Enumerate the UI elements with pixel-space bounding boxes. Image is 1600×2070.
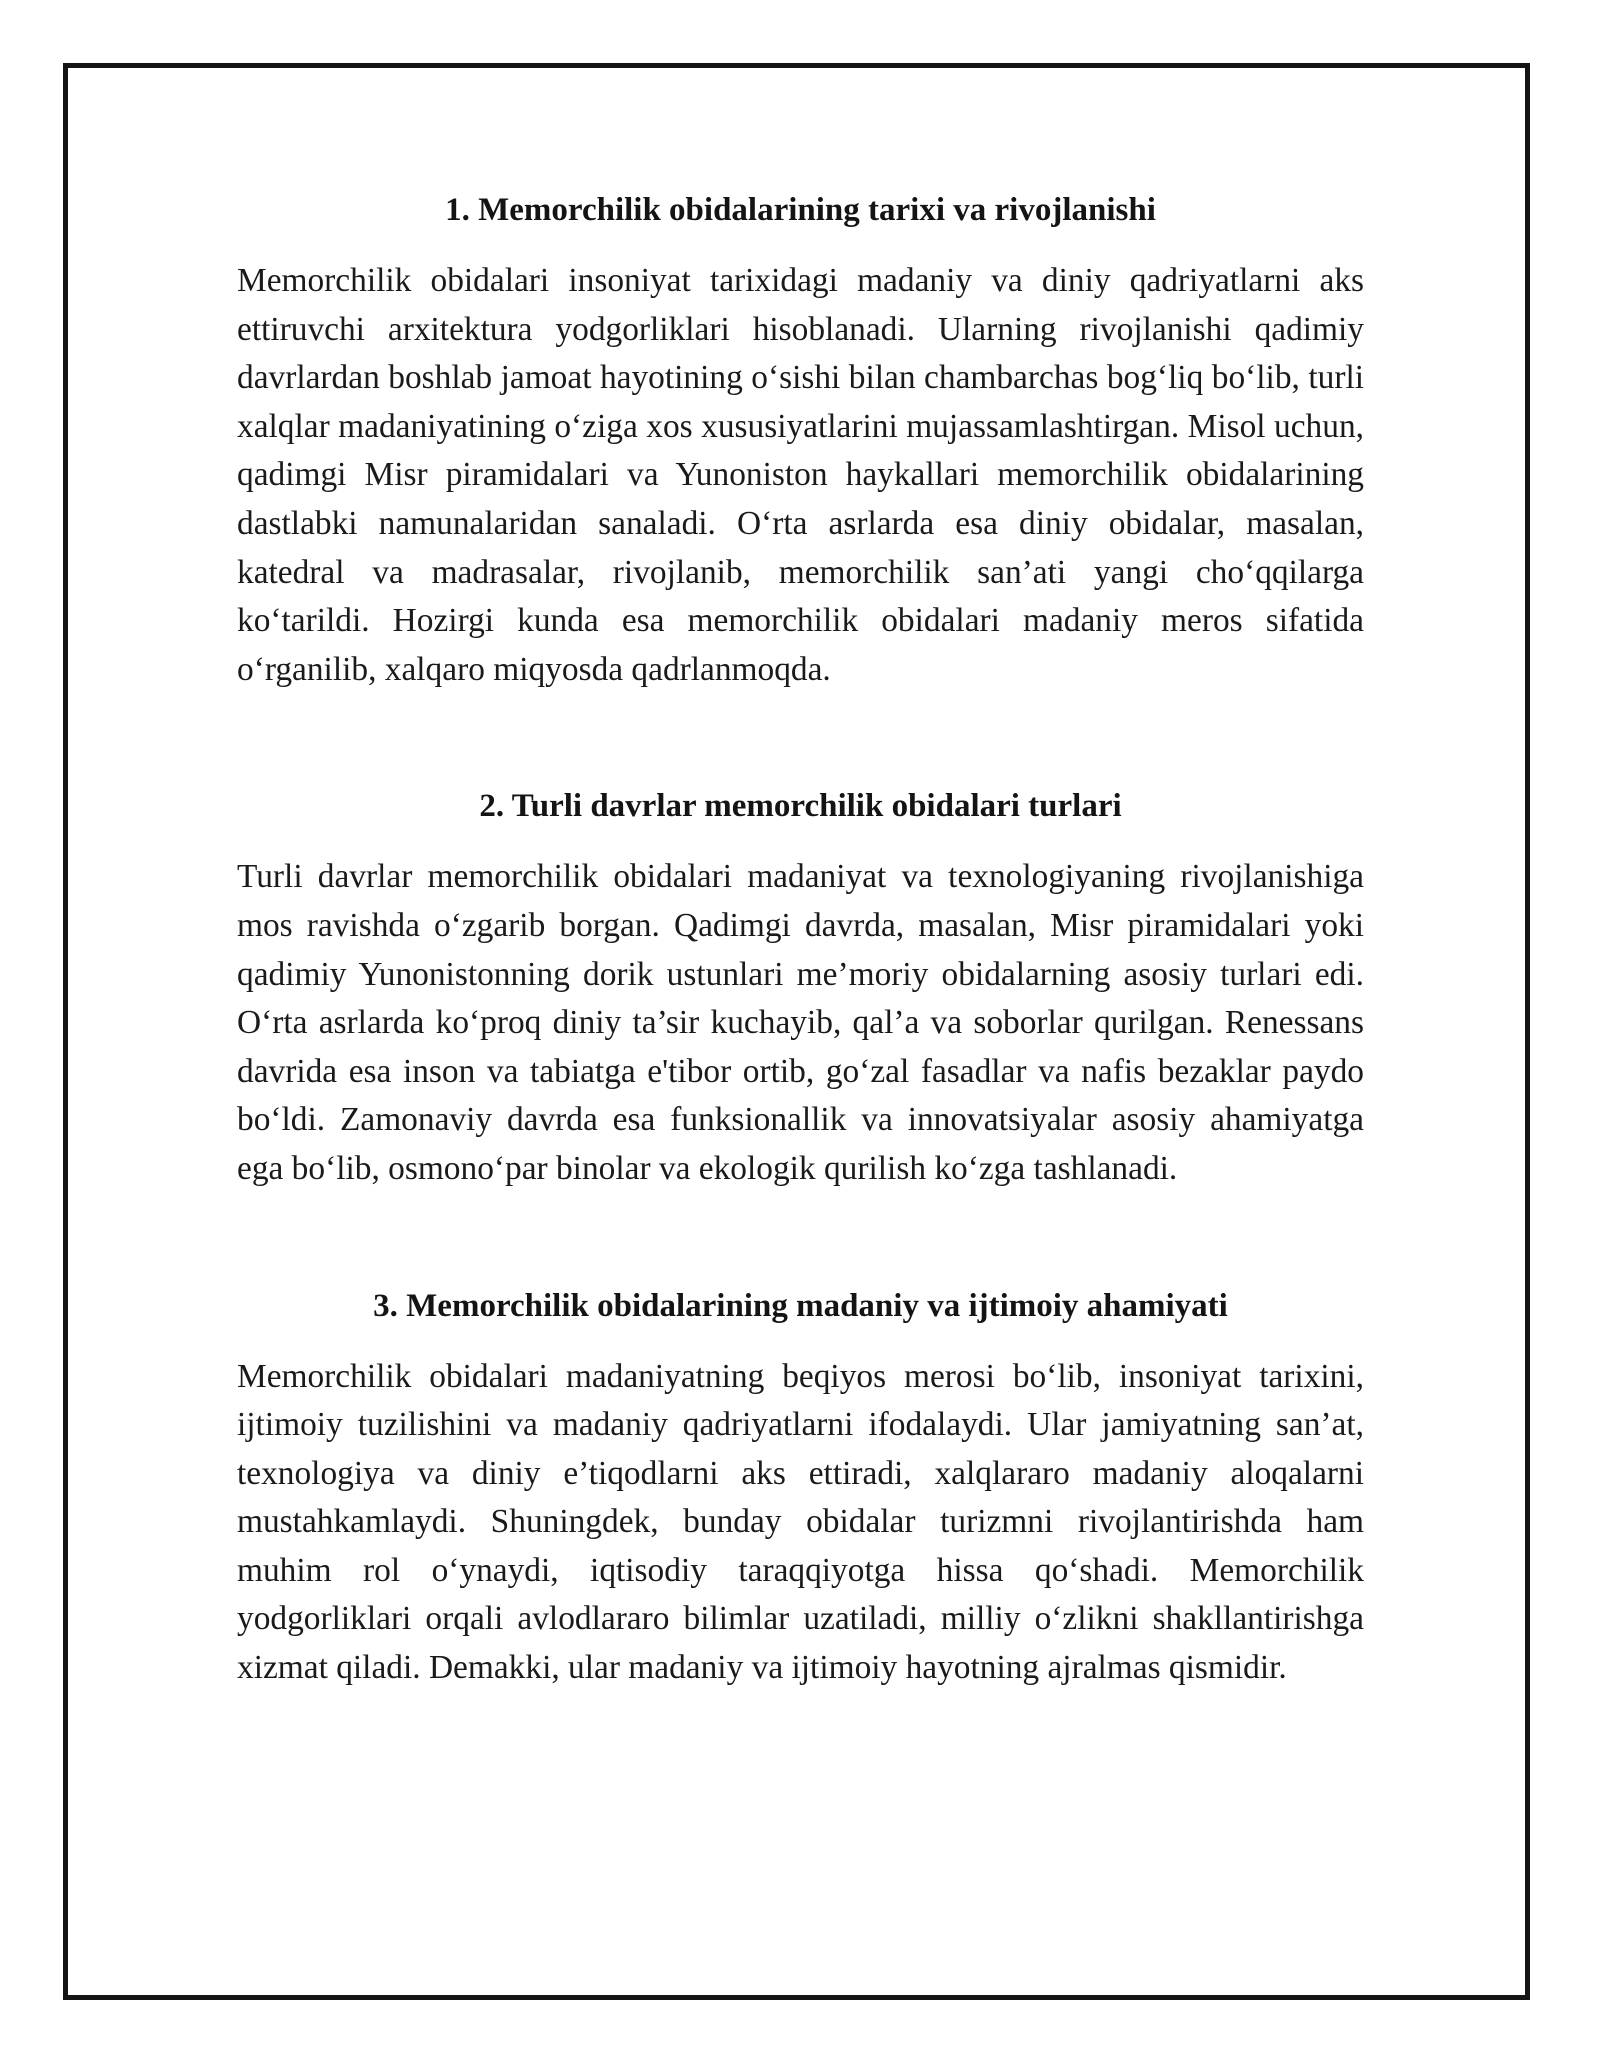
- document-content: [237, 185, 1364, 1693]
- section-types: [237, 781, 1364, 1193]
- section-significance: [237, 1281, 1364, 1693]
- section-heading: 2. Turli davrlar memorchilik obidalari turlari: [479, 788, 1122, 825]
- section-paragraph: Turli davrlar memorchilik obidalari madaniyat va texnologiyaning rivojlanishiga mos ravishda o‘zgarib borgan. Qadimgi davrda, masalan, Misr piramidalari yoki qadimiy Yunonistonning dorik ustunlari me’moriy obidalarning asosiy turlari edi. O‘rta asrlarda ko‘proq diniy ta’sir kuchayib, qal’a va soborlar qurilgan. Renessans davrida esa inson va tabiatga e'tibor ortib, go‘zal fasadlar va nafis bezaklar paydo bo‘ldi. Zamonaviy davrda esa funksionallik va innovatsiyalar asosiy ahamiyatga ega bo‘lib, osmono‘par binolar va ekologik qurilish ko‘zga tashlanadi.: [237, 858, 1364, 1187]
- section-history: [237, 185, 1364, 694]
- section-heading: 1. Memorchilik obidalarining tarixi va rivojlanishi: [445, 192, 1156, 228]
- section-paragraph: Memorchilik obidalari madaniyatning beqiyos merosi bo‘lib, insoniyat tarixini, ijtimoiy tuzilishini va madaniy qadriyatlarni ifodalaydi. Ular jamiyatning san’at, texnologiya va diniy e’tiqodlarni aks ettiradi, xalqlararo madaniy aloqalarni mustahkamlaydi. Shuningdek, bunday obidalar turizmni rivojlantirishda ham muhim rol o‘ynaydi, iqtisodiy taraqqiyotga hissa qo‘shadi. Memorchilik yodgorliklari orqali avlodlararo bilimlar uzatiladi, milliy o‘zlikni shakllantirishga xizmat qiladi. Demakki, ular madaniy va ijtimoiy hayotning ajralmas qismidir.: [237, 1357, 1364, 1687]
- section-paragraph: Memorchilik obidalari insoniyat tarixidagi madaniy va diniy qadriyatlarni aks ettiruvchi arxitektura yodgorliklari hisoblanadi. Ularning rivojlanishi qadimiy davrlardan boshlab jamoat hayotining o‘sishi bilan chambarchas bog‘liq bo‘lib, turli xalqlar madaniyatining o‘ziga xos xususiyatlarini mujassamlashtirgan. Misol uchun, qadimgi Misr piramidalari va Yunoniston haykallari memorchilik obidalarining dastlabki namunalaridan sanaladi. O‘rta asrlarda esa diniy obidalar, masalan, katedral va madrasalar, rivojlanib, memorchilik san’ati yangi cho‘qqilarga ko‘tarildi. Hozirgi kunda esa memorchilik obidalari madaniy meros sifatida o‘rganilib, xalqaro miqyosda qadrlanmoqda.: [237, 262, 1364, 688]
- section-heading: 3. Memorchilik obidalarining madaniy va ijtimoiy ahamiyati: [373, 1287, 1228, 1324]
